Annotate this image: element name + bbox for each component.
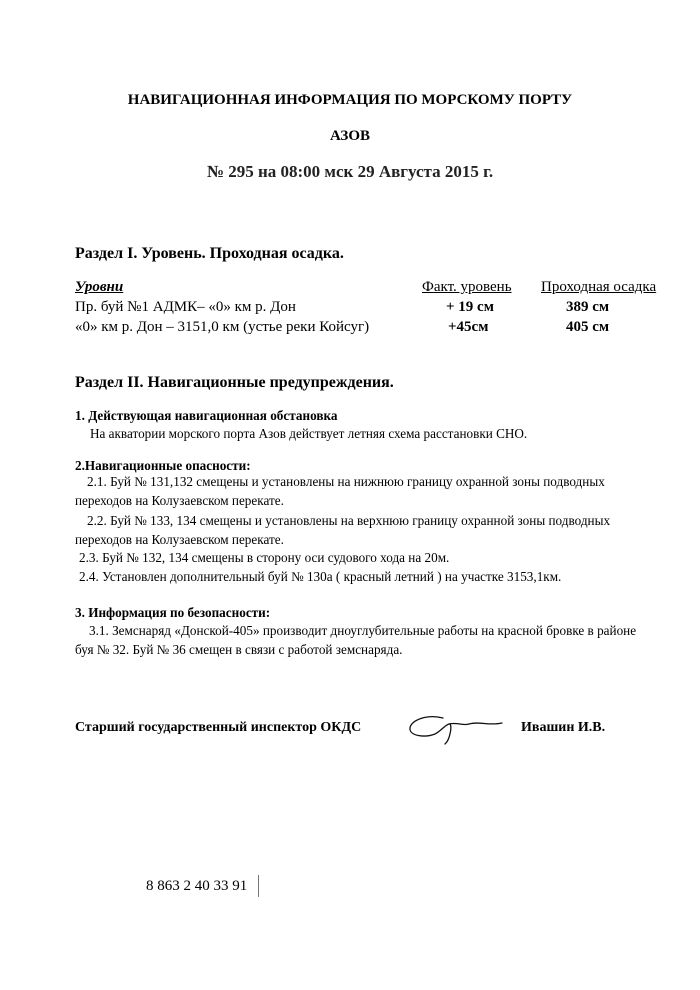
table-row-1-draft: 389 см: [566, 299, 610, 315]
section1-heading: Раздел I. Уровень. Проходная осадка.: [75, 245, 344, 262]
table-row-2-place: «0» км р. Дон – 3151,0 км (устье реки Койсуг): [75, 319, 370, 335]
item-3-1: 3.1. Земснаряд «Донской-405» производит дноуглубительные работы на красной бровке в районе буя № 32. Буй № 36 смещен в связи с работой земснаряда.: [75, 623, 637, 657]
handwritten-signature: [405, 710, 505, 748]
item-2-3: 2.3. Буй № 132, 134 смещены в сторону оси судового хода на 20м.: [79, 550, 450, 565]
item-2-4: 2.4. Установлен дополнительный буй № 130а ( красный летний ) на участке 3153,1км.: [79, 569, 562, 584]
subsection2-heading: 2.Навигационные опасности:: [75, 458, 251, 473]
subsection3-heading: 3. Информация по безопасности:: [75, 605, 271, 620]
phone-number: 8 863 2 40 33 91: [146, 878, 248, 894]
signer-position: Старший государственный инспектор ОКДС: [75, 720, 362, 735]
table-row-2-draft: 405 см: [566, 319, 610, 335]
item-2-2: 2.2. Буй № 133, 134 смещены и установлены на верхнюю границу охранной зоны подводных переходов на Колузаевском перекате.: [75, 513, 611, 547]
port-name: АЗОВ: [329, 128, 371, 144]
subsection1-heading: 1. Действующая навигационная обстановка: [75, 408, 338, 423]
table-header-levels: Уровни: [75, 279, 124, 295]
table-row-1-place: Пр. буй №1 АДМК– «0» км р. Дон: [75, 299, 296, 315]
bulletin-number: № 295 на 08:00 мск 29 Августа 2015 г.: [206, 162, 494, 181]
table-header-draft: Проходная осадка: [541, 279, 657, 295]
table-header-fact-level: Факт. уровень: [422, 279, 512, 295]
document-title: НАВИГАЦИОННАЯ ИНФОРМАЦИЯ ПО МОРСКОМУ ПОРТУ: [127, 92, 573, 108]
table-row-2-fact: +45см: [448, 319, 489, 335]
item-2-1: 2.1. Буй № 131,132 смещены и установлены на нижнюю границу охранной зоны подводных переходов на Колузаевском перекате.: [75, 474, 605, 508]
table-row-1-fact: + 19 см: [446, 299, 494, 315]
signer-name: Ивашин И.В.: [521, 720, 606, 735]
text-cursor: [258, 875, 259, 897]
subsection1-text: На акватории морского порта Азов действует летняя схема расстановки СНО.: [90, 426, 528, 441]
section2-heading: Раздел II. Навигационные предупреждения.: [75, 374, 394, 391]
